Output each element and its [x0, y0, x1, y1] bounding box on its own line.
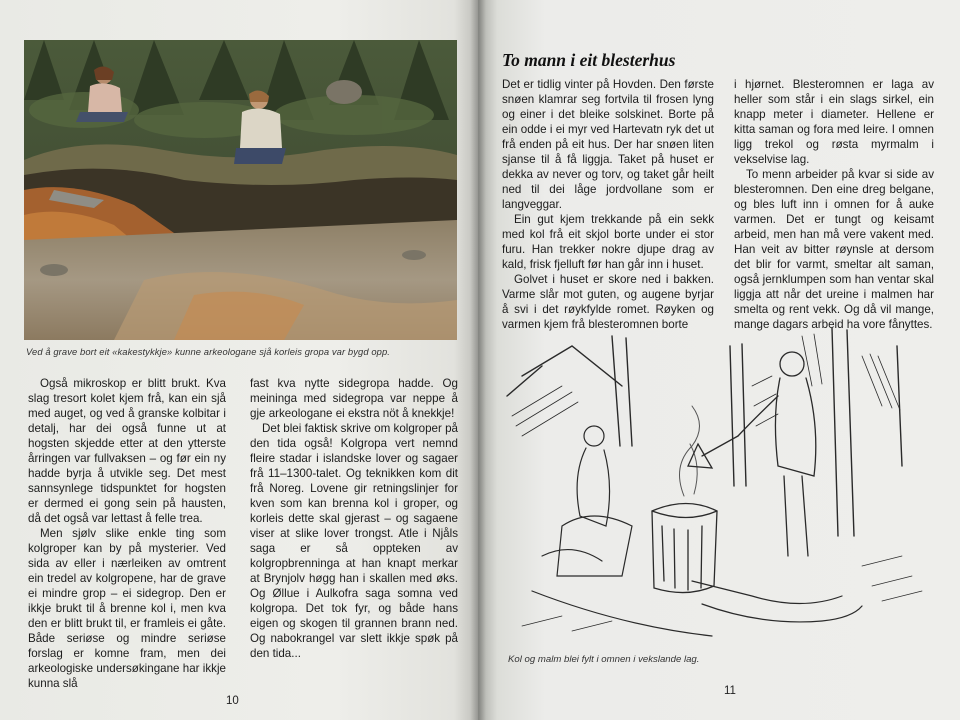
right-column-2 [734, 77, 934, 332]
paragraph: To menn arbeider på kvar si side av blesteromnen. Den eine dreg belgane, og bles luft inn i omnen for å auke varmen. Det er tungt og keisamt arbeid, men han må vere vakent med. Han veit av bitter røynsle at dersom det blir for varmt, smeltar alt saman, også jernklumpen som han ventar skal liggja att når det ureine i malmen har smelta og rent vekk. Og då vil mange, mange dagars arbeid ha vore fånyttes. [734, 168, 934, 331]
excavation-photo [24, 40, 457, 340]
paragraph: Men sjølv slike enkle ting som kolgroper kan by på mysterier. Ved sida av eller i nærleiken av omtrent ein tredel av kolgropene, har de grave ei mindre grop – ei sidegrop. Den er ikkje brukt til å brenne kol i, men kva den er blitt brukt til, er framleis ei gåte. Både seriøse og mindre seriøse forslag er komne fram, men dei arkeologiske undersøkingane har ikkje kunna slå [28, 527, 226, 690]
paragraph: fast kva nytte sidegropa hadde. Og meininga med sidegropa var neppe å gje arkeologane ei ekstra nöt å knekkje! [250, 377, 458, 420]
left-page [0, 0, 478, 720]
page-number: 10 [226, 695, 239, 707]
book-gutter [470, 0, 486, 720]
left-column-1 [28, 376, 226, 691]
section-heading: To mann i eit blesterhus [502, 50, 676, 70]
paragraph: i hjørnet. Blesteromnen er laga av heller som står i ein slags sirkel, ein knapp meter i diameter. Hellene er kitta saman og fora med leire. I omnen ligg trekol og røsta myrmalm i vekselvise lag. [734, 78, 934, 166]
furnace-sketch-illustration [502, 326, 932, 651]
paragraph: Ein gut kjem trekkande på ein sekk med kol frå eit skjol borte under ei stor furu. Han trekker nokre djupe drag av kald, frisk fjelluft før han går inn i huset. [502, 213, 714, 271]
paragraph: Golvet i huset er skore ned i bakken. Varme slår mot guten, og augene byrjar å svi i det røykfylde romet. Røyken og varmen kjem frå blesteromnen borte [502, 273, 714, 331]
page-number: 11 [724, 685, 736, 697]
paragraph: Det er tidlig vinter på Hovden. Den første snøen klamrar seg fortvila til frosen lyng og einer i det bleike solskinet. Borte på ein odde i ei myr ved Hartevatn ryk det ut frå enden på eit hus. Der har snøen liten sjanse til å få liggja. Taket på huset er dekka av never og torv, og taket går heilt ned til dei låge jordvollane som er langveggar. [502, 78, 714, 211]
left-column-2 [250, 376, 458, 661]
paragraph: Også mikroskop er blitt brukt. Kva slag tresort kolet kjem frå, kan ein sjå med auget, og ved å granske kolbitar i detalj, har dei også funne ut at hogsten skjedde etter at den ytterste årringen var fullvaksen – og før ein ny hadde byrja å utvikle seg. Det mest sannsynlege tidspunktet for hogsten er dermed ei gong sein på hausten, då det også var lettast å felle trea. [28, 377, 226, 525]
right-column-1 [502, 77, 714, 332]
sketch-caption: Kol og malm blei fylt i omnen i vekslande lag. [508, 654, 700, 665]
photo-caption: Ved å grave bort eit «kakestykkje» kunne arkeologane sjå korleis gropa var bygd opp. [26, 346, 390, 357]
paragraph: Det blei faktisk skrive om kolgroper på den tida også! Kolgropa vert nemnd fleire stadar i islandske lover og sagaer frå 11–1300-talet. Og teknikken kom dit frå Noreg. Lovene gir retningslinjer for kven som kan brenna kol i groper, og korleis dette skal gjerast – og sagaene viser at slike lover trongst. Atle i Njåls saga er så oppteken av kolgropbrenninga at han knapt merkar at Brynjolv høgg han i skallen med øks. Og Øllue i Aulkofra saga somna ved kolgropa. Det tok fyr, og både hans eigen og skogen til grannen brann ned. Og nabokrangel var slett ikkje spøk på den tida... [250, 422, 458, 660]
